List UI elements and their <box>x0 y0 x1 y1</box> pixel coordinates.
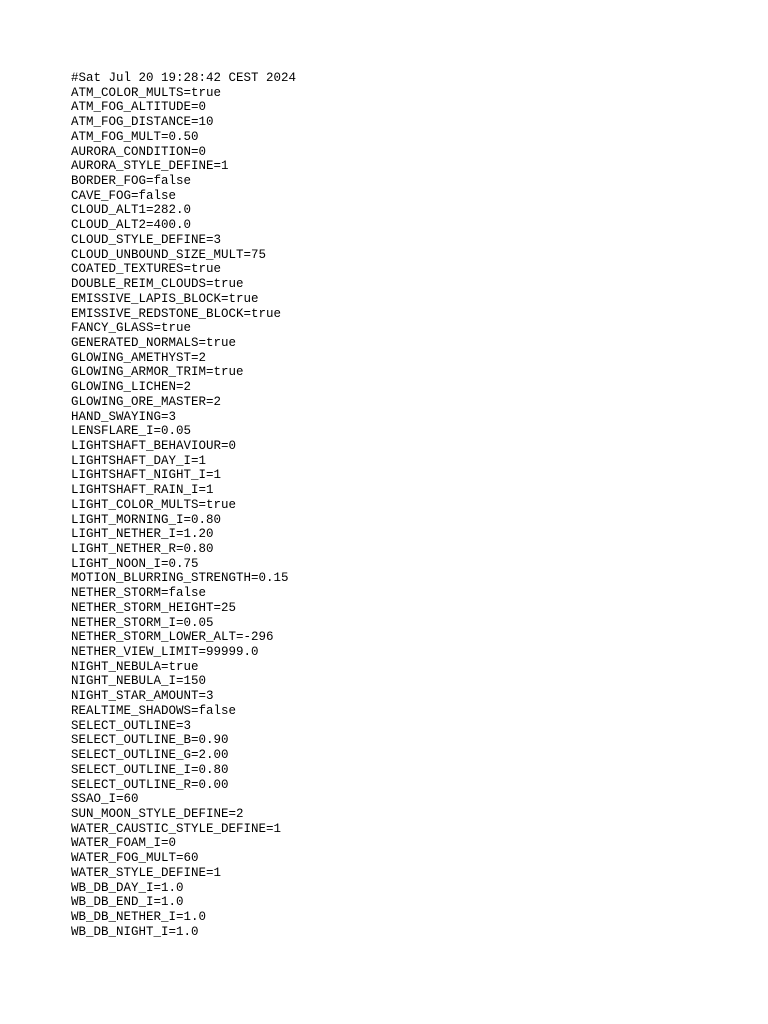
property-line: LIGHTSHAFT_RAIN_I=1 <box>71 483 214 498</box>
property-line: WATER_FOAM_I=0 <box>71 836 177 851</box>
property-line: LIGHT_COLOR_MULTS=true <box>71 497 237 512</box>
properties-file-text <box>71 71 296 939</box>
property-line: SELECT_OUTLINE_R=0.00 <box>71 777 229 792</box>
property-line: ATM_COLOR_MULTS=true <box>71 85 222 100</box>
property-line: SELECT_OUTLINE_I=0.80 <box>71 762 229 777</box>
property-line: LENSFLARE_I=0.05 <box>71 424 192 439</box>
property-line: GENERATED_NORMALS=true <box>71 335 237 350</box>
property-line: CLOUD_ALT2=400.0 <box>71 218 192 233</box>
property-line: NETHER_VIEW_LIMIT=99999.0 <box>71 645 259 660</box>
property-line: MOTION_BLURRING_STRENGTH=0.15 <box>71 571 289 586</box>
property-line: LIGHT_NETHER_R=0.80 <box>71 542 214 556</box>
property-line: SUN_MOON_STYLE_DEFINE=2 <box>71 806 244 821</box>
property-line: ATM_FOG_MULT=0.50 <box>71 129 199 144</box>
property-line: GLOWING_ORE_MASTER=2 <box>71 394 222 409</box>
property-line: EMISSIVE_LAPIS_BLOCK=true <box>71 291 259 306</box>
property-line: NIGHT_NEBULA_I=150 <box>71 674 207 689</box>
property-line: GLOWING_LICHEN=2 <box>71 380 192 395</box>
timestamp-comment-line: #Sat Jul 20 19:28:42 CEST 2024 <box>71 71 297 85</box>
property-line: AURORA_CONDITION=0 <box>71 144 207 159</box>
property-line: FANCY_GLASS=true <box>71 321 192 336</box>
property-line: SSAO_I=60 <box>71 792 139 807</box>
property-line: LIGHTSHAFT_BEHAVIOUR=0 <box>71 438 237 453</box>
property-line: ATM_FOG_ALTITUDE=0 <box>71 100 207 115</box>
property-line: BORDER_FOG=false <box>71 174 192 189</box>
property-line: GLOWING_ARMOR_TRIM=true <box>71 365 244 380</box>
property-line: CAVE_FOG=false <box>71 188 177 203</box>
property-line: WATER_CAUSTIC_STYLE_DEFINE=1 <box>71 821 282 836</box>
property-line: WB_DB_DAY_I=1.0 <box>71 880 184 895</box>
property-line: HAND_SWAYING=3 <box>71 409 177 424</box>
property-line: SELECT_OUTLINE=3 <box>71 718 192 733</box>
property-line: SELECT_OUTLINE_B=0.90 <box>71 733 229 748</box>
property-line: LIGHT_MORNING_I=0.80 <box>71 512 222 527</box>
property-line: WB_DB_NETHER_I=1.0 <box>71 909 207 924</box>
property-line: COATED_TEXTURES=true <box>71 262 222 277</box>
property-line: NETHER_STORM_HEIGHT=25 <box>71 600 237 615</box>
property-line: NETHER_STORM_I=0.05 <box>71 615 214 630</box>
property-line: CLOUD_STYLE_DEFINE=3 <box>71 232 222 247</box>
property-line: CLOUD_ALT1=282.0 <box>71 203 192 218</box>
property-line: SELECT_OUTLINE_G=2.00 <box>71 748 229 763</box>
property-line: CLOUD_UNBOUND_SIZE_MULT=75 <box>71 247 267 262</box>
property-line: NETHER_STORM_LOWER_ALT=-296 <box>71 630 274 645</box>
property-line: AURORA_STYLE_DEFINE=1 <box>71 159 229 174</box>
property-line: NIGHT_NEBULA=true <box>71 659 199 674</box>
property-line: WATER_STYLE_DEFINE=1 <box>71 865 222 880</box>
property-line: WB_DB_END_I=1.0 <box>71 895 184 910</box>
property-line: DOUBLE_REIM_CLOUDS=true <box>71 277 244 292</box>
property-line: LIGHTSHAFT_NIGHT_I=1 <box>71 468 222 483</box>
property-line: LIGHT_NETHER_I=1.20 <box>71 527 214 542</box>
property-line: WATER_FOG_MULT=60 <box>71 851 199 866</box>
property-line: ATM_FOG_DISTANCE=10 <box>71 115 214 130</box>
property-line: LIGHT_NOON_I=0.75 <box>71 556 199 571</box>
property-line: REALTIME_SHADOWS=false <box>71 703 237 718</box>
property-line: GLOWING_AMETHYST=2 <box>71 350 207 365</box>
property-line: NIGHT_STAR_AMOUNT=3 <box>71 689 214 704</box>
property-line: EMISSIVE_REDSTONE_BLOCK=true <box>71 306 282 321</box>
property-line: WB_DB_NIGHT_I=1.0 <box>71 924 199 939</box>
property-line: LIGHTSHAFT_DAY_I=1 <box>71 453 207 468</box>
property-line: NETHER_STORM=false <box>71 586 207 601</box>
